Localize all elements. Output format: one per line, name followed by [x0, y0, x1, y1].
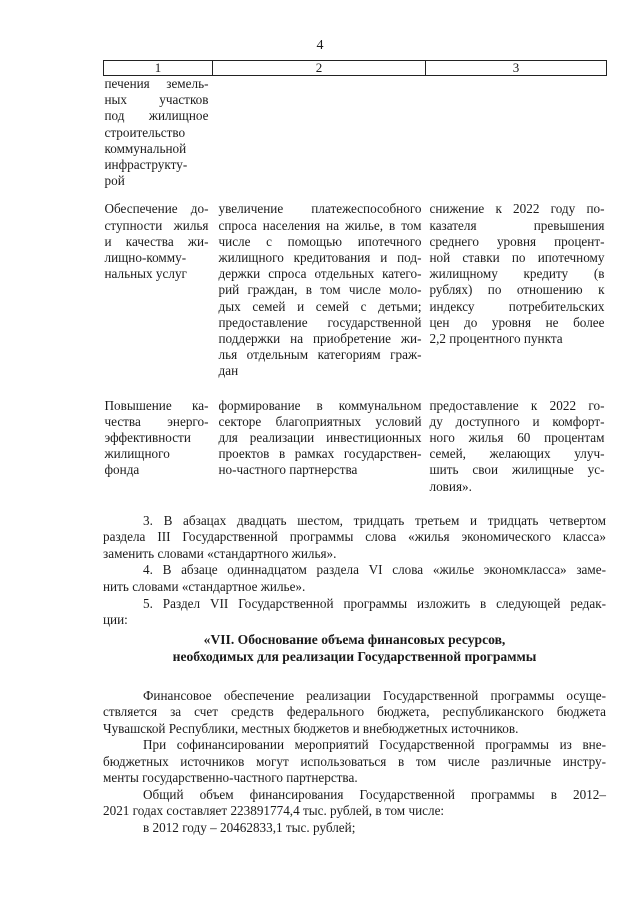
cell-text-line: но-частного партнерства: [218, 462, 358, 478]
cell-text-line: среднего уровня процент-: [429, 233, 605, 249]
section-heading: [103, 631, 606, 665]
cell-text-line: лья отдельным категориям граж-: [218, 347, 422, 363]
body-paragraph: [103, 787, 606, 820]
cell-text-line: жилищного кредитования и под-: [218, 250, 422, 266]
cell-text-line: под жилищное: [104, 108, 209, 124]
cell-text-line: держки спроса отдельных катего-: [218, 266, 422, 282]
cell-text-line: ных участков: [104, 92, 209, 108]
cell-text-line: рой: [104, 173, 125, 189]
cell-text-line: рий граждан, в том числе моло-: [218, 282, 422, 298]
table-cell: [426, 398, 607, 495]
cell-text-line: ного жилья 60 процентам: [429, 430, 605, 446]
cell-text-line: секторе благоприятных условий: [218, 413, 422, 429]
cell-text-line: жилищному кредиту (в: [429, 266, 605, 282]
cell-text-line: инфраструкту-: [104, 157, 188, 173]
cell-text-line: и качества жи-: [104, 233, 209, 249]
text-line: ции:: [103, 611, 128, 627]
cell-text-line: спроса населения на жилье, в том: [218, 217, 422, 233]
table-header-cell: 1: [104, 61, 213, 76]
cell-text-line: формирование в коммунальном: [218, 397, 422, 413]
cell-text-line: семей, желающих улуч-: [429, 446, 605, 462]
body-paragraph: [103, 737, 606, 786]
table-cell: [426, 76, 607, 202]
cell-text-line: шить свои жилищные ус-: [429, 462, 605, 478]
cell-text-line: жилищного: [104, 446, 170, 462]
cell-text-line: снижение к 2022 году по-: [429, 201, 605, 217]
table-header-cell: 3: [426, 61, 607, 76]
amendment-paragraph: [103, 562, 606, 595]
cell-text-line: поддержки на приобретение жи-: [218, 331, 422, 347]
text-line: ствляется за счет средств федерального бюджета, республиканского бюджета: [103, 704, 606, 720]
cell-text-line: казателя превышения: [429, 217, 605, 233]
cell-text-line: цен до уровня не более: [429, 314, 605, 330]
cell-text-line: ду доступного и комфорт-: [429, 413, 605, 429]
cell-text-line: предоставление к 2022 го-: [429, 397, 605, 413]
text-line: 3. В абзацах двадцать шестом, тридцать третьем и тридцать четвертом: [143, 513, 606, 528]
table-cell: [104, 76, 213, 202]
cell-text-line: ступности жилья: [104, 217, 209, 233]
text-line: бюджетных источников могут использоваться в том числе различные инстру-: [103, 753, 606, 769]
cell-text-line: 2,2 процентного пункта: [429, 331, 563, 347]
cell-text-line: ной ставки по ипотечному: [429, 250, 605, 266]
cell-text-line: для реализации инвестиционных: [218, 430, 422, 446]
heading-line: необходимых для реализации Государственной программы: [172, 649, 537, 664]
cell-text-line: нальных услуг: [104, 266, 187, 282]
text-line: 2021 годах составляет 223891774,4 тыс. рублей, в том числе:: [103, 803, 445, 819]
text-line: Общий объем финансирования Государственной программы в 2012–: [143, 786, 606, 802]
cell-text-line: предоставление государственной: [218, 314, 422, 330]
cell-text-line: эффективности: [104, 430, 191, 446]
text-line: в 2012 году – 20462833,1 тыс. рублей;: [143, 819, 356, 835]
cell-text-line: строительство: [104, 124, 186, 140]
text-line: Финансовое обеспечение реализации Государственной программы осуще-: [143, 688, 606, 703]
page-number: 4: [316, 38, 324, 53]
cell-text-line: ловия».: [429, 478, 472, 494]
cell-text-line: увеличение платежеспособного: [218, 201, 422, 217]
cell-text-line: дых семей и семей с детьми;: [218, 298, 422, 314]
text-line: заменить словами «стандартного жилья».: [103, 545, 337, 561]
table-row: [104, 398, 607, 495]
text-line: нить словами «стандартное жилье».: [103, 578, 306, 594]
cell-text-line: коммунальной: [104, 140, 187, 156]
amendment-paragraph: [103, 513, 606, 562]
text-line: 5. Раздел VII Государственной программы изложить в следующей редак-: [143, 595, 606, 611]
text-line: Чувашской Республики, местных бюджетов и внебюджетных источников.: [103, 720, 519, 736]
cell-text-line: Повышение ка-: [104, 397, 209, 413]
cell-text-line: печения земель-: [104, 76, 209, 91]
cell-text-line: фонда: [104, 462, 140, 478]
table-cell: [213, 201, 426, 397]
table-row: [104, 201, 607, 397]
heading-line: «VII. Обоснование объема финансовых ресурсов,: [203, 632, 506, 647]
cell-text-line: чества энерго-: [104, 413, 209, 429]
text-line: 4. В абзаце одиннадцатом раздела VI слова «жилье экономкласса» заме-: [143, 562, 606, 578]
cell-text-line: лищно-комму-: [104, 250, 187, 266]
table-row: [104, 76, 607, 202]
table-cell: [426, 201, 607, 397]
criteria-table: [103, 60, 607, 495]
body-paragraph: [103, 820, 606, 836]
table-cell: [104, 398, 213, 495]
table-header-row: [104, 61, 607, 76]
text-line: менты государственно-частного партнерства.: [103, 769, 358, 785]
table-cell: [104, 201, 213, 397]
cell-text-line: дан: [218, 363, 239, 379]
amendment-paragraph: [103, 596, 606, 629]
table-cell: [213, 398, 426, 495]
cell-text-line: Обеспечение до-: [104, 201, 209, 217]
table-header-cell: 2: [213, 61, 426, 76]
cell-text-line: индексу потребительских: [429, 298, 605, 314]
table-cell: [213, 76, 426, 202]
text-line: При софинансировании мероприятий Государственной программы из вне-: [143, 737, 606, 753]
cell-text-line: проектов в рамках государствен-: [218, 446, 422, 462]
cell-text-line: рублях) по отношению к: [429, 282, 605, 298]
cell-text-line: числе с помощью ипотечного: [218, 233, 422, 249]
text-line: раздела III Государственной программы слова «жилья экономического класса»: [103, 529, 606, 545]
body-paragraph: [103, 688, 606, 737]
